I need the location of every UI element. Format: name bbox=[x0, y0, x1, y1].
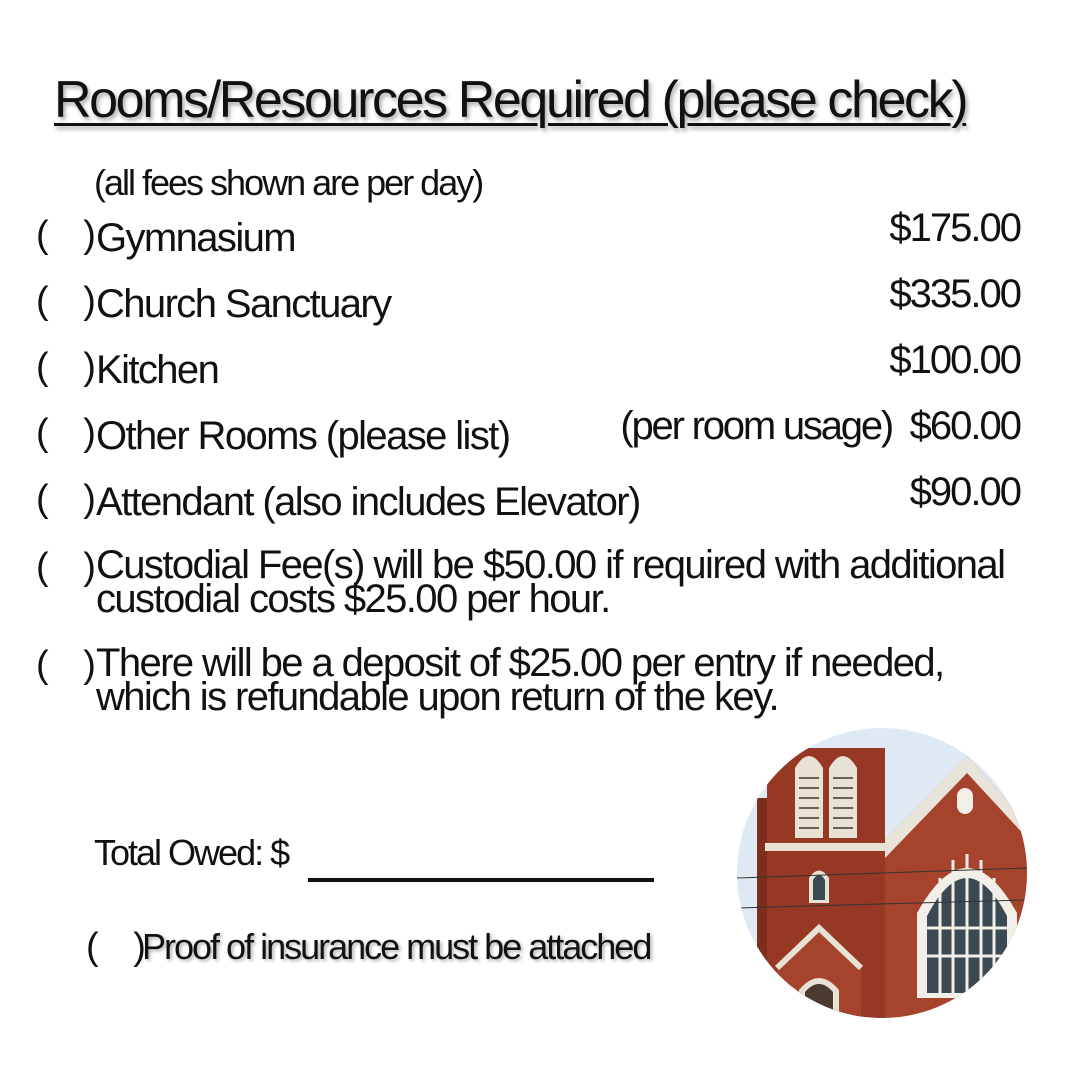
per-room-usage-note: (per room usage) bbox=[620, 404, 892, 448]
resource-price: $90.00 bbox=[909, 470, 1020, 514]
resource-label: Church Sanctuary bbox=[96, 282, 391, 326]
custodial-fee-row bbox=[0, 543, 1080, 628]
deposit-line-1: There will be a deposit of $25.00 per entry if needed, bbox=[96, 641, 944, 685]
checkbox-insurance[interactable]: ( ) bbox=[86, 926, 158, 968]
insurance-label: Proof of insurance must be attached bbox=[142, 926, 651, 967]
church-illustration bbox=[737, 728, 1027, 1018]
checkbox-kitchen[interactable]: ( ) bbox=[36, 346, 108, 388]
resource-row-gymnasium bbox=[0, 206, 1080, 276]
resource-label: Gymnasium bbox=[96, 216, 295, 260]
resource-row-kitchen bbox=[0, 338, 1080, 408]
fees-per-day-note: (all fees shown are per day) bbox=[94, 162, 483, 203]
deposit-text bbox=[96, 641, 944, 719]
deposit-row bbox=[0, 641, 1080, 726]
resource-row-other-rooms bbox=[0, 404, 1080, 474]
resource-label: Kitchen bbox=[96, 348, 219, 392]
checkbox-gymnasium[interactable]: ( ) bbox=[36, 214, 108, 256]
custodial-line-1: Custodial Fee(s) will be $50.00 if required with additional bbox=[96, 543, 1005, 587]
checkbox-sanctuary[interactable]: ( ) bbox=[36, 280, 108, 322]
resource-price: $335.00 bbox=[889, 272, 1020, 316]
checkbox-custodial[interactable]: ( ) bbox=[36, 546, 108, 588]
checkbox-deposit[interactable]: ( ) bbox=[36, 644, 108, 686]
checkbox-other-rooms[interactable]: ( ) bbox=[36, 412, 108, 454]
total-owed-label: Total Owed: $ bbox=[94, 832, 289, 873]
page-title: Rooms/Resources Required (please check) bbox=[54, 71, 967, 129]
resource-row-attendant bbox=[0, 470, 1080, 540]
resource-row-sanctuary bbox=[0, 272, 1080, 342]
resource-label: Attendant (also includes Elevator) bbox=[96, 480, 640, 524]
resource-price: $100.00 bbox=[889, 338, 1020, 382]
custodial-fee-text bbox=[96, 543, 1005, 621]
church-photo bbox=[737, 728, 1027, 1018]
resource-price: $175.00 bbox=[889, 206, 1020, 250]
checkbox-attendant[interactable]: ( ) bbox=[36, 478, 108, 520]
resource-price: $60.00 bbox=[909, 404, 1020, 448]
resource-label: Other Rooms (please list) bbox=[96, 414, 510, 458]
custodial-line-2: custodial costs $25.00 per hour. bbox=[96, 577, 610, 621]
total-owed-blank-line[interactable] bbox=[308, 878, 654, 882]
deposit-line-2: which is refundable upon return of the key. bbox=[96, 675, 779, 719]
